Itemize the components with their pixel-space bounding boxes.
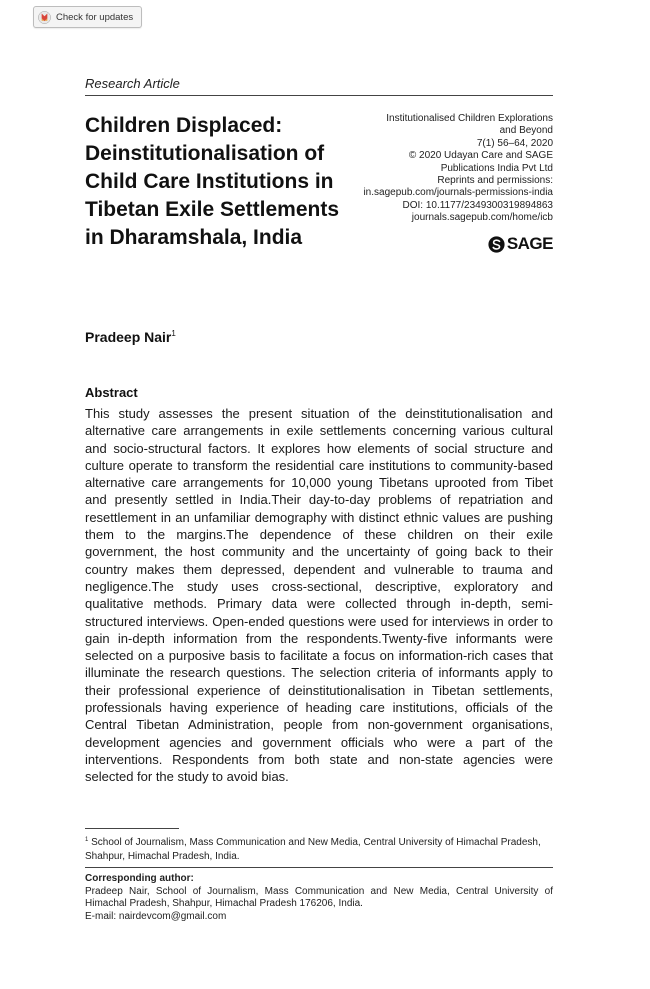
corresponding-rule: [85, 867, 553, 868]
check-for-updates-label: Check for updates: [56, 11, 134, 23]
abstract-body: This study assesses the present situation of the deinstitutionalisation and alternative care arrangements in exile settlements concerning various cultural and socio-structural factors. It explores how elements of social structure and culture operate to transform the residential care institutions to community-based alternative care arrangements for 10,000 young Tibetans uprooted from Tibet and presently settled in India.Their day-to-day problems of repatriation and resettlement in an unfamiliar demography with distinct ethnic values are pushing them to the margins.The dependence of these children on their exile government, the host community and the uncertainty of going back to their country makes them depressed, dependent and vulnerable to trauma and negligence.The study uses cross-sectional, descriptive, exploratory and qualitative methods. Primary data were collected through in-depth, semi-structured interviews. Open-ended questions were used for interviews in order to gain in-depth information from the respondents.Twenty-five informants were selected on a purposive basis to facilitate a focus on information-rich cases that illuminate the research questions. The selection criteria of informants apply to their professional experience of deinstitutionalisation in Tibetan settlements, professionals having experience of heading care institutions, officials of the Central Tibetan Administration, people from non-government organisations, development agencies and government officials who were a part of the interventions. Respondents from both state and non-state agencies were selected for the study to avoid bias.: [85, 406, 553, 785]
author-affiliation-mark: 1: [171, 329, 176, 338]
author-name: Pradeep Nair: [85, 329, 172, 345]
journal-info-line: in.sagepub.com/journals-permissions-india: [363, 187, 553, 199]
header-rule: [85, 95, 553, 96]
journal-info-line: 7(1) 56–64, 2020: [476, 137, 553, 149]
journal-info-line: Reprints and permissions:: [437, 175, 553, 187]
footnote-mark: 1: [85, 837, 89, 843]
journal-info-line: Publications India Pvt Ltd: [440, 162, 553, 174]
journal-info: [313, 113, 553, 225]
corresponding-author-email[interactable]: E-mail: nairdevcom@gmail.com: [85, 910, 227, 922]
corresponding-author-label: Corresponding author:: [85, 873, 194, 884]
article-title: Children Displaced: Deinstitutionalisation of Child Care Institutions in Tibetan Exile Settlements in Dharamshala, India: [85, 114, 340, 249]
corresponding-author-address: Pradeep Nair, School of Journalism, Mass Communication and New Media, Central University of Himachal Pradesh, Shahpur, Himachal Pradesh 176206, India.: [85, 885, 553, 909]
journal-info-line: DOI: 10.1177/2349300319894863: [402, 199, 553, 211]
journal-info-line: © 2020 Udayan Care and SAGE: [408, 150, 553, 162]
sage-logo: [488, 234, 553, 254]
journal-info-line: Institutionalised Children Explorations: [386, 113, 553, 124]
corresponding-author-block: [85, 873, 553, 923]
sage-wordmark: SAGE: [506, 234, 553, 253]
crossmark-icon: [38, 11, 51, 24]
author-line: [85, 329, 176, 345]
sage-s-icon: [488, 236, 505, 253]
journal-info-line: and Beyond: [499, 125, 553, 137]
footnote-text: School of Journalism, Mass Communication and New Media, Central University of Himachal Pradesh, Shahpur, Himachal Pradesh, India.: [85, 837, 541, 862]
journal-info-line: journals.sagepub.com/home/icb: [411, 212, 553, 224]
affiliation-footnote: [85, 834, 553, 864]
footnote-rule: [85, 828, 179, 829]
abstract-heading: Abstract: [85, 385, 138, 400]
check-for-updates-badge[interactable]: [33, 6, 142, 28]
article-type: Research Article: [85, 76, 180, 91]
